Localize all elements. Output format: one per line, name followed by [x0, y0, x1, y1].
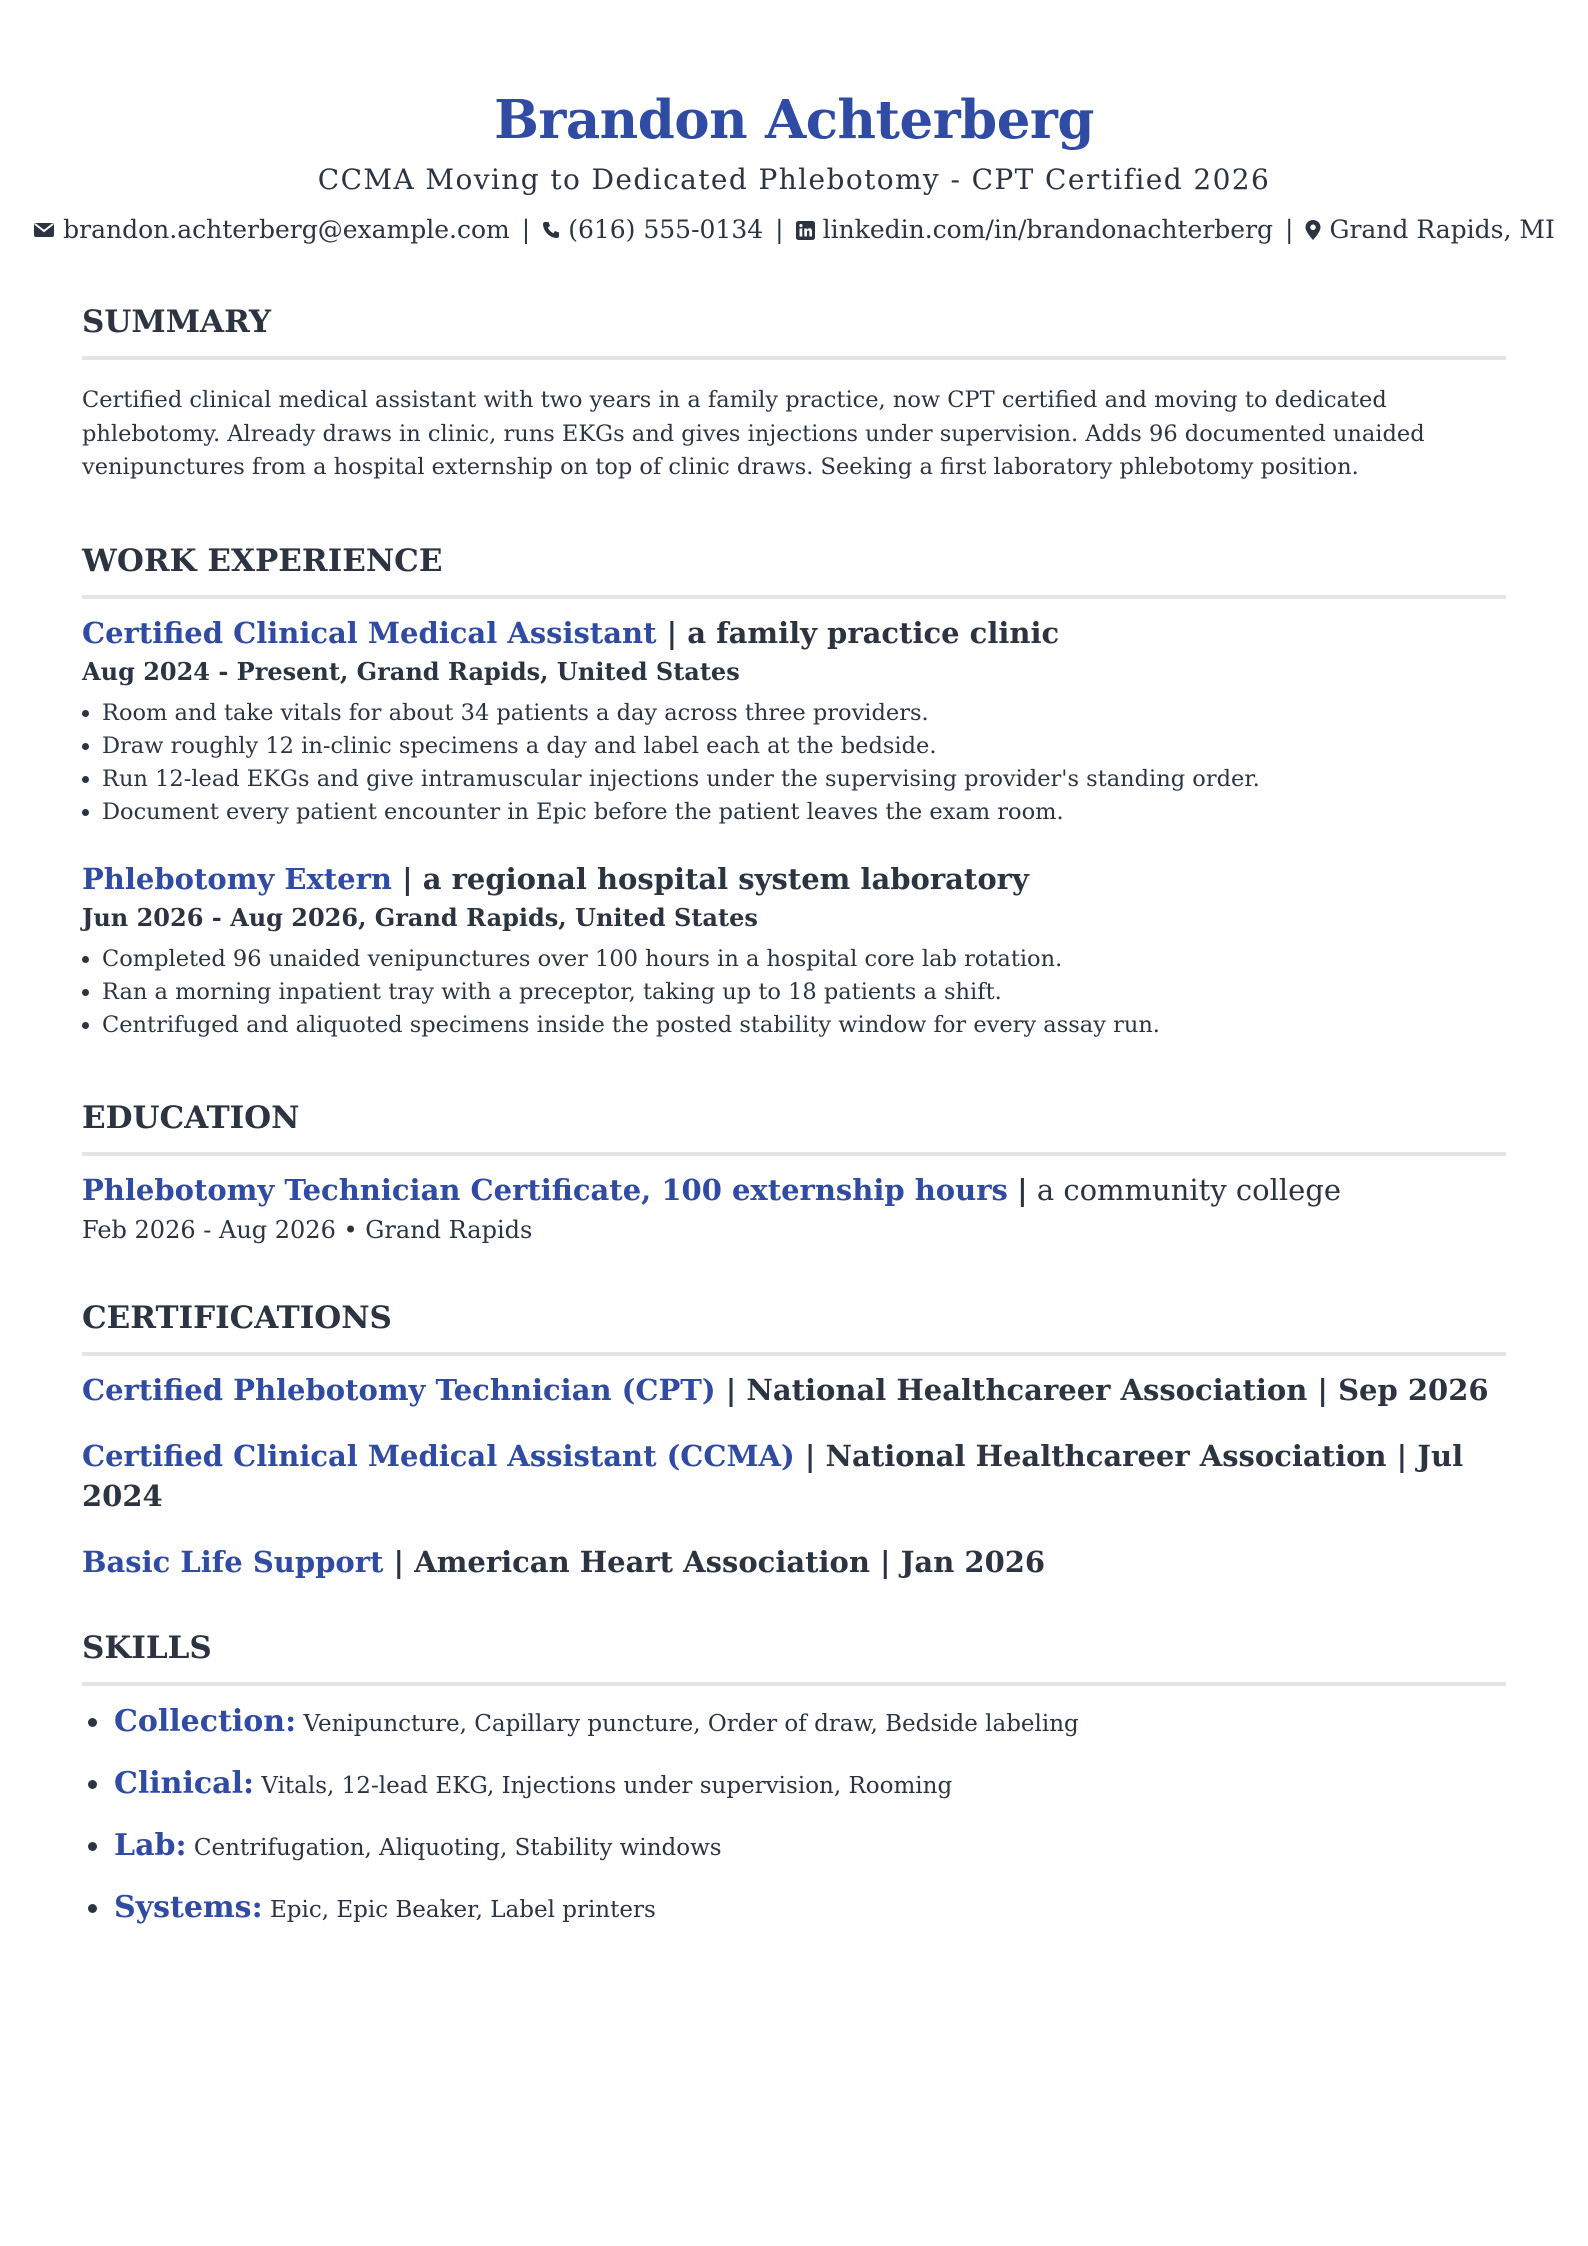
- certification-name: Basic Life Support: [82, 1544, 384, 1579]
- education-degree: Phlebotomy Technician Certificate, 100 externship hours: [82, 1172, 1008, 1207]
- skill-item: [114, 1886, 1506, 1932]
- skill-item: [114, 1762, 1506, 1808]
- certification-name: Certified Phlebotomy Technician (CPT): [82, 1372, 716, 1407]
- skill-category: Systems:: [114, 1889, 263, 1925]
- education-entry: [82, 1170, 1506, 1248]
- certification-detail: | National Healthcareer Association | Sep 2026: [725, 1372, 1489, 1407]
- job-role: Phlebotomy Extern: [82, 861, 392, 896]
- section-title-education: EDUCATION: [82, 1098, 1506, 1156]
- job-bullet: • Room and take vitals for about 34 patients a day across three providers.: [102, 697, 1506, 730]
- job-bullet: • Ran a morning inpatient tray with a preceptor, taking up to 18 patients a shift.: [102, 976, 1506, 1009]
- skill-list: Centrifugation, Aliquoting, Stability windows: [193, 1834, 722, 1861]
- candidate-name: Brandon Achterberg: [494, 89, 1094, 151]
- certification-name: Certified Clinical Medical Assistant (CCMA): [82, 1438, 795, 1473]
- section-title-experience: WORK EXPERIENCE: [82, 541, 1506, 599]
- skill-item: [114, 1700, 1506, 1746]
- section-title-summary: SUMMARY: [82, 302, 1506, 360]
- skill-item: [114, 1824, 1506, 1870]
- skill-category: Clinical:: [114, 1765, 255, 1801]
- skill-category: Lab:: [114, 1827, 187, 1863]
- headline: CCMA Moving to Dedicated Phlebotomy - CPT Certified 2026: [317, 163, 1271, 196]
- contact-bar: [63, 212, 1555, 248]
- certification-item: [82, 1436, 1506, 1516]
- contact-phone[interactable]: [542, 212, 763, 248]
- job-title-line: [82, 613, 1506, 653]
- job-bullet: • Document every patient encounter in Epic before the patient leaves the exam room.: [102, 796, 1506, 829]
- job-bullet: • Draw roughly 12 in-clinic specimens a day and label each at the bedside.: [102, 730, 1506, 763]
- education-school: a community college: [1036, 1172, 1342, 1207]
- map-pin-icon: [1305, 220, 1321, 240]
- job-meta: Aug 2024 - Present, Grand Rapids, United States: [82, 656, 740, 686]
- certification-item: [82, 1370, 1506, 1410]
- linkedin-text: linkedin.com/in/brandonachterberg: [822, 215, 1274, 244]
- job-bullet: • Centrifuged and aliquoted specimens inside the posted stability window for every assay run.: [102, 1009, 1506, 1042]
- job-employer: | a regional hospital system laboratory: [402, 861, 1029, 896]
- summary-text: Certified clinical medical assistant with two years in a family practice, now CPT certified and moving to dedicated phlebotomy. Already draws in clinic, runs EKGs and gives injections under supervision. Adds 96 documented unaided venipunctures from a hospital externship on top of clinic draws. Seeking a first laboratory phlebotomy position.: [82, 387, 1425, 480]
- skill-list: Vitals, 12-lead EKG, Injections under supervision, Rooming: [261, 1772, 953, 1799]
- certifications-section: [82, 1298, 1506, 1582]
- contact-email[interactable]: [33, 212, 510, 248]
- job-employer: | a family practice clinic: [666, 615, 1060, 650]
- job-meta: Jun 2026 - Aug 2026, Grand Rapids, United States: [82, 902, 758, 932]
- education-pipe: |: [1017, 1172, 1028, 1207]
- contact-separator: |: [521, 215, 531, 244]
- skills-list: [82, 1700, 1506, 1932]
- job-bullets: [82, 697, 1506, 829]
- skill-list: Epic, Epic Beaker, Label printers: [269, 1896, 656, 1923]
- email-text: brandon.achterberg@example.com: [63, 215, 510, 244]
- education-meta: Feb 2026 - Aug 2026 • Grand Rapids: [82, 1215, 533, 1244]
- resume-header: [63, 0, 1555, 248]
- experience-section: [82, 541, 1506, 1042]
- summary-section: [82, 302, 1506, 485]
- certification-detail: | American Heart Association | Jan 2026: [393, 1544, 1046, 1579]
- contact-location: [1305, 212, 1554, 248]
- skill-list: Venipuncture, Capillary puncture, Order of draw, Bedside labeling: [303, 1710, 1079, 1737]
- location-text: Grand Rapids, MI: [1329, 215, 1555, 244]
- certification-detail: | National Healthcareer Association | Jul 2024: [82, 1438, 1464, 1513]
- education-line: [82, 1170, 1506, 1210]
- job-entry: [82, 613, 1506, 829]
- section-title-certifications: CERTIFICATIONS: [82, 1298, 1506, 1356]
- education-section: [82, 1098, 1506, 1248]
- contact-linkedin[interactable]: [796, 212, 1273, 248]
- job-bullets: [82, 943, 1506, 1042]
- envelope-icon: [33, 221, 55, 239]
- job-title-line: [82, 859, 1506, 899]
- phone-icon: [542, 221, 560, 239]
- skill-category: Collection:: [114, 1703, 297, 1739]
- skills-section: [82, 1628, 1506, 1932]
- job-entry: [82, 859, 1506, 1042]
- job-bullet: • Completed 96 unaided venipunctures over 100 hours in a hospital core lab rotation.: [102, 943, 1506, 976]
- phone-text: (616) 555-0134: [568, 215, 764, 244]
- section-title-skills: SKILLS: [82, 1628, 1506, 1686]
- contact-separator: |: [775, 215, 784, 244]
- job-role: Certified Clinical Medical Assistant: [82, 615, 657, 650]
- linkedin-icon: [796, 221, 815, 240]
- certification-item: [82, 1542, 1506, 1582]
- contact-separator: |: [1285, 215, 1294, 244]
- job-bullet: • Run 12-lead EKGs and give intramuscular injections under the supervising provider's standing order.: [102, 763, 1506, 796]
